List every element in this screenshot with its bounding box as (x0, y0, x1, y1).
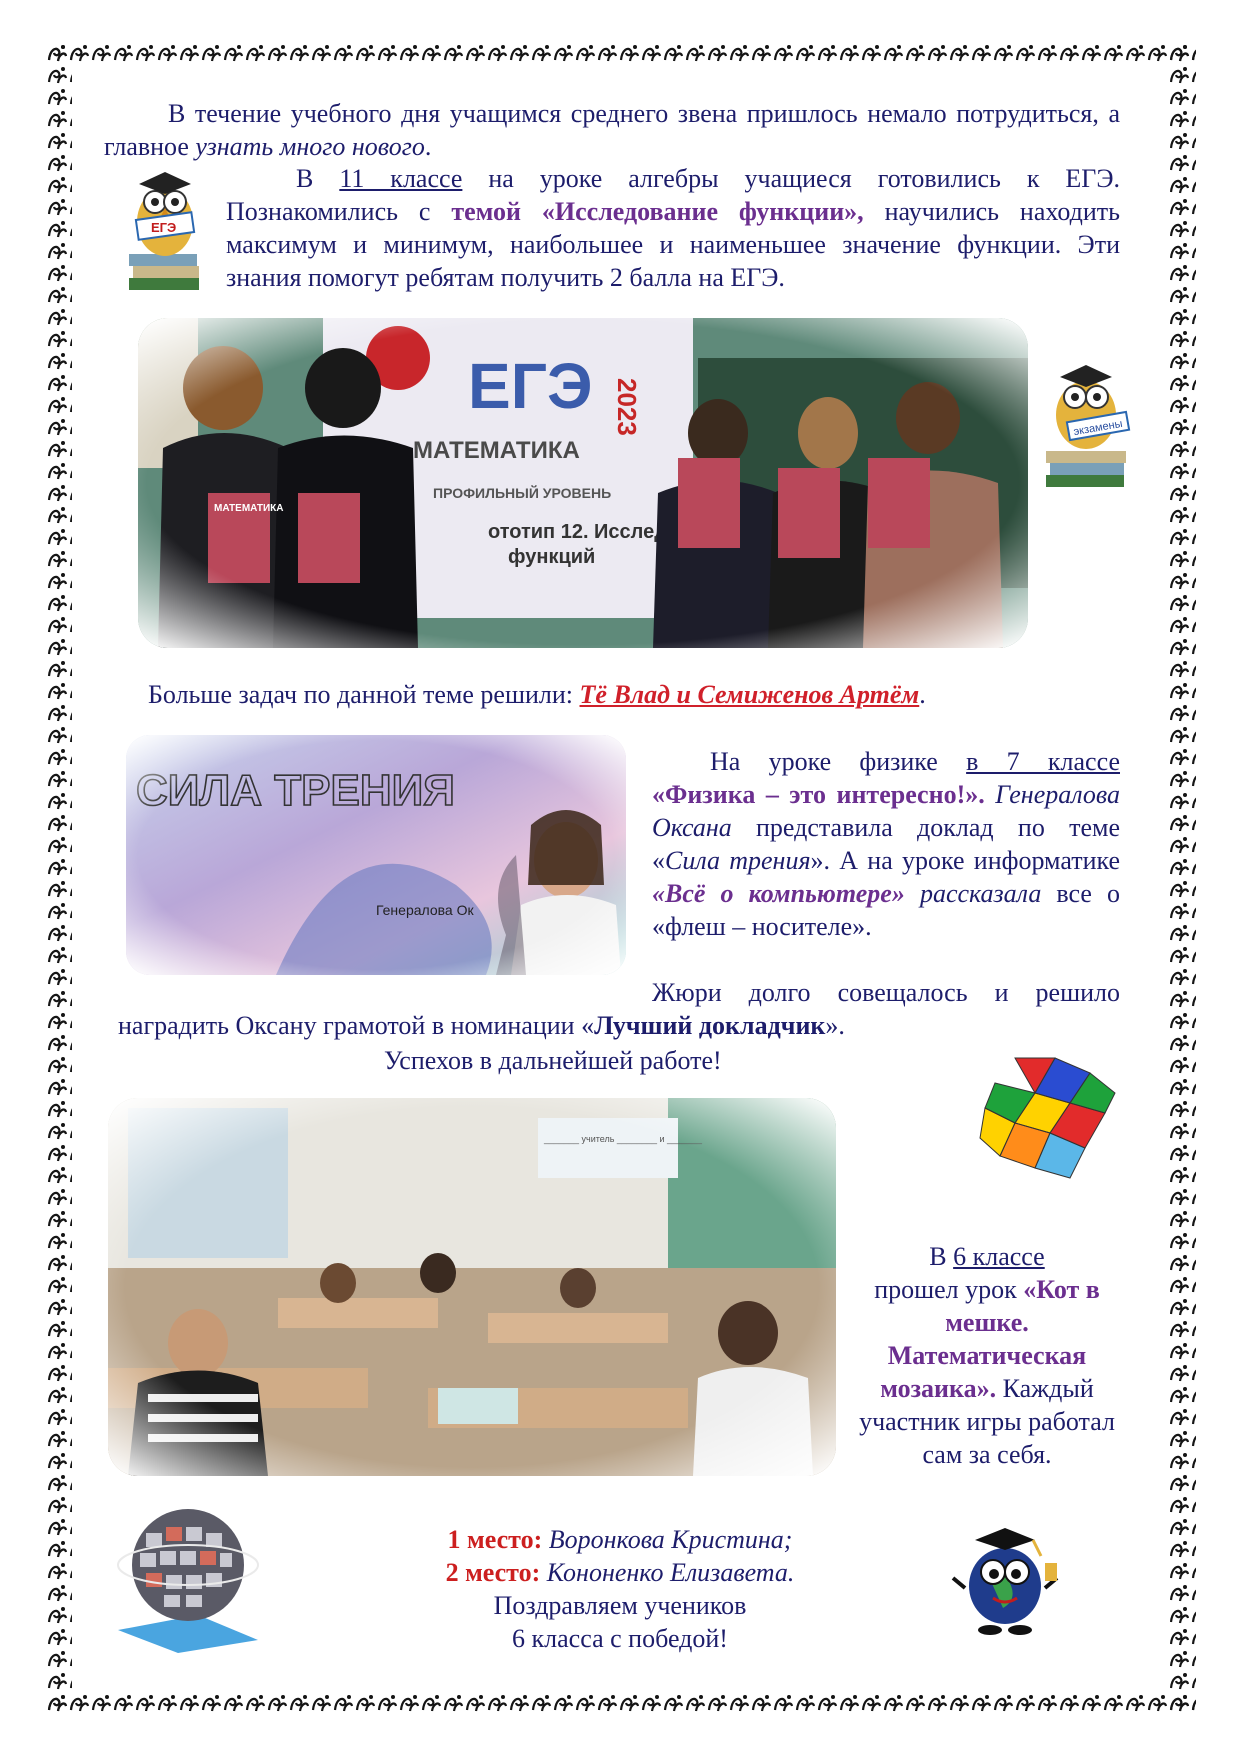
solved-end: . (919, 680, 926, 709)
photo-physics-report (126, 735, 626, 975)
photo-ege-class (138, 318, 1028, 648)
grade6-p1: В (929, 1242, 954, 1271)
intro-lead-end: . (424, 132, 432, 161)
intro-lead-italic: узнать много нового (195, 132, 425, 161)
award-end: ». (825, 1011, 845, 1040)
owl-globe-icon (945, 1508, 1065, 1638)
grade11-paragraph (226, 162, 1120, 294)
place2-label: 2 место: (445, 1558, 541, 1587)
grade7-topic: Сила трения (665, 846, 811, 875)
owl2-label: экзамены (1072, 417, 1124, 439)
solved-names: Тё Влад и Семиженов Артём (579, 680, 920, 709)
grade7-event2: «Всё о компьютере» (652, 879, 905, 908)
grade7-award (118, 1009, 1018, 1042)
grade6-paragraph (856, 1240, 1118, 1471)
place1-line (300, 1523, 940, 1556)
place1-name: Воронкова Кристина; (548, 1525, 793, 1554)
grade7-jury (652, 976, 1120, 1009)
grade6-event: «Кот в мешке. Математическая мозаика». (880, 1275, 1100, 1403)
grade7-event: «Физика – это интересно!». (652, 780, 985, 809)
solved-line (148, 678, 1048, 711)
grade11-p3: научились находить максимум и минимум, наибольшее и наименьшее значение функции. Эти знания помогут ребятам получить 2 балла на ЕГЭ. (226, 197, 1120, 292)
grade7-p3: ». А на уроке информатике (810, 846, 1121, 875)
grade11-class: 11 классе (339, 164, 463, 193)
congrats-line1: Поздравляем учеников (493, 1591, 747, 1620)
grade7-p2: представила доклад по теме « (652, 813, 1120, 875)
grade7-name: Генералова Оксана (652, 780, 1121, 842)
award-name: Лучший докладчик (594, 1011, 826, 1040)
intro-lead: В течение учебного дня учащимся среднего звена пришлось немало потрудиться, а главное (104, 99, 1120, 161)
grade11-p1: В (296, 164, 340, 193)
place2-name: Кононенко Елизавета. (546, 1558, 795, 1587)
intro-paragraph (104, 97, 1120, 163)
globe-icon (108, 1495, 268, 1655)
wish-text: Успехов в дальнейшей работе! (384, 1046, 722, 1075)
grade7-wish (384, 1044, 884, 1077)
mosaic-icon (975, 1038, 1125, 1188)
owl-ege-icon (125, 160, 207, 300)
place2-line (300, 1556, 940, 1589)
award-lead: наградить Оксану грамотой в номинации « (118, 1011, 595, 1040)
grade6-class: 6 классе (953, 1242, 1045, 1271)
grade11-p2: на уроке алгебры учащиеся готовились к ЕГЭ. Познакомились с (226, 164, 1120, 226)
grade11-topic: темой «Исследование функции», (451, 197, 864, 226)
jury-text: Жюри долго совещалось и решило (652, 978, 1120, 1007)
grade7-told: рассказала (919, 879, 1042, 908)
photo-grade6-class (108, 1098, 836, 1476)
owl1-label: ЕГЭ (151, 220, 177, 235)
place1-label: 1 место: (447, 1525, 543, 1554)
solved-lead: Больше задач по данной теме решили: (148, 680, 580, 709)
grade7-p1: На уроке физике (710, 747, 967, 776)
results-block (300, 1523, 940, 1655)
grade6-p2: прошел урок (874, 1275, 1024, 1304)
owl-exams-icon (1040, 355, 1136, 495)
congrats-line2: 6 класса с победой! (512, 1624, 728, 1653)
grade6-line1 (856, 1240, 1118, 1273)
grade7-p4: все о «флеш – носителе». (652, 879, 1121, 941)
grade7-class: в 7 классе (966, 747, 1120, 776)
grade6-p3: Каждый участник игры работал сам за себя. (859, 1374, 1115, 1469)
grade7-paragraph (652, 745, 1120, 943)
